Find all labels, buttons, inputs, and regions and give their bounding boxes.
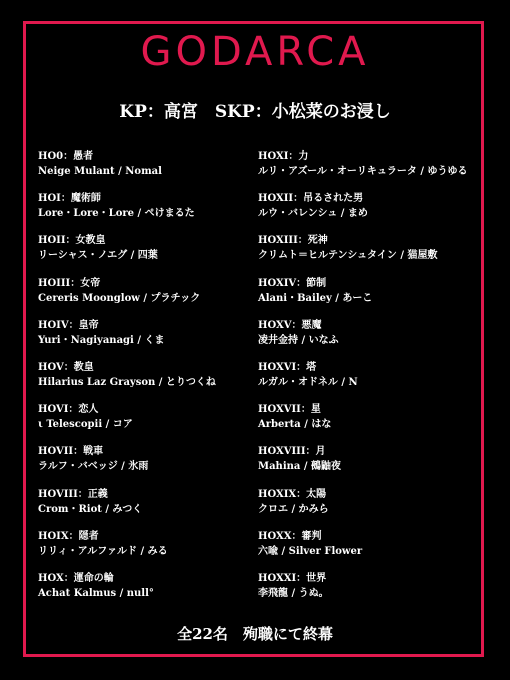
list-item	[258, 530, 478, 572]
cast-label: リリィ・アルファルド / みる	[38, 545, 168, 557]
role-label: HOXXI：世界	[258, 572, 327, 584]
cast-label: ι Telescopii / コア	[38, 419, 133, 431]
cast-label: Yuri・Nagiyanagi / くま	[38, 334, 165, 346]
list-item	[38, 572, 248, 614]
cast-label: クロエ / かみら	[258, 503, 329, 515]
list-item	[38, 192, 248, 234]
role-label: HOIII：女帝	[38, 277, 101, 289]
cast-label: Mahina / 鵺鼬夜	[258, 461, 341, 473]
footer-summary: 全22名 殉職にて終幕	[177, 625, 333, 643]
right-column	[258, 150, 478, 614]
cast-label: ラルフ・バベッジ / 氷雨	[38, 461, 149, 473]
role-label: HOXVIII：月	[258, 446, 326, 458]
role-label: HO0：愚者	[38, 151, 94, 162]
list-item	[38, 277, 248, 319]
role-label: HOXII：吊るされた男	[258, 193, 364, 205]
cast-label: Neige Mulant / Nomal	[38, 166, 162, 177]
role-label: HOIV：皇帝	[38, 319, 99, 331]
list-item	[38, 403, 248, 445]
role-label: HOII：女教皇	[38, 235, 106, 247]
cast-label: Achat Kalmus / null°	[38, 587, 154, 599]
role-label: HOXVI：塔	[258, 361, 317, 373]
list-item	[258, 572, 478, 614]
role-label: HOXX：審判	[258, 530, 322, 542]
cast-label: ルリ・アズール・オーリキュラータ / ゆうゆる	[258, 166, 468, 177]
list-item	[258, 192, 478, 234]
role-label: HOIX：隠者	[38, 530, 99, 542]
list-item	[258, 488, 478, 530]
page-title: GODARCA	[140, 29, 370, 75]
role-label: HOXI：力	[258, 151, 309, 162]
cast-label: Arberta / はな	[258, 419, 332, 431]
role-label: HOVII：戦車	[38, 446, 104, 458]
cast-label: 李飛龍 / うぬ。	[258, 587, 329, 599]
role-label: HOXIV：節制	[258, 277, 327, 289]
list-item	[38, 530, 248, 572]
cast-label: Hilarius Laz Grayson / とりつくね	[38, 376, 216, 388]
role-label: HOXIX：太陽	[258, 488, 327, 500]
cast-label: クリムト＝ヒルテンシュタイン / 猫屋敷	[258, 250, 438, 262]
role-label: HOX：運命の輪	[38, 572, 114, 584]
list-item	[258, 234, 478, 276]
list-item	[38, 319, 248, 361]
role-label: HOI：魔術師	[38, 193, 101, 205]
list-item	[258, 403, 478, 445]
cast-label: リーシャス・ノエグ / 四葉	[38, 250, 158, 262]
list-item	[38, 445, 248, 487]
list-item	[258, 277, 478, 319]
list-item	[258, 150, 478, 192]
cast-label: Crom・Riot / みつく	[38, 503, 143, 515]
list-item	[258, 445, 478, 487]
list-item	[38, 234, 248, 276]
role-label: HOVI：恋人	[38, 404, 99, 416]
cast-label: 凌井金持 / いなふ	[258, 334, 339, 346]
role-label: HOXV：悪魔	[258, 319, 322, 331]
cast-label: ルガル・オドネル / N	[258, 376, 358, 388]
subtitle-credits: KP：高宮 SKP：小松菜のお浸し	[119, 102, 391, 122]
cast-label: 六喩 / Silver Flower	[258, 545, 363, 557]
cast-label: Cereris Moonglow / プラチック	[38, 292, 201, 304]
list-item	[38, 488, 248, 530]
role-label: HOXVII：星	[258, 404, 321, 416]
cast-label: Lore・Lore・Lore / ぺけまるた	[38, 208, 195, 220]
list-item	[38, 361, 248, 403]
role-label: HOV：教皇	[38, 361, 94, 373]
role-label: HOXIII：死神	[258, 235, 328, 247]
list-item	[258, 361, 478, 403]
cast-label: ルウ・バレンシュ / まめ	[258, 208, 368, 220]
list-item	[258, 319, 478, 361]
role-label: HOVIII：正義	[38, 488, 108, 500]
cast-label: Alani・Bailey / あーこ	[258, 292, 373, 304]
left-column	[38, 150, 248, 614]
list-item	[38, 150, 248, 192]
